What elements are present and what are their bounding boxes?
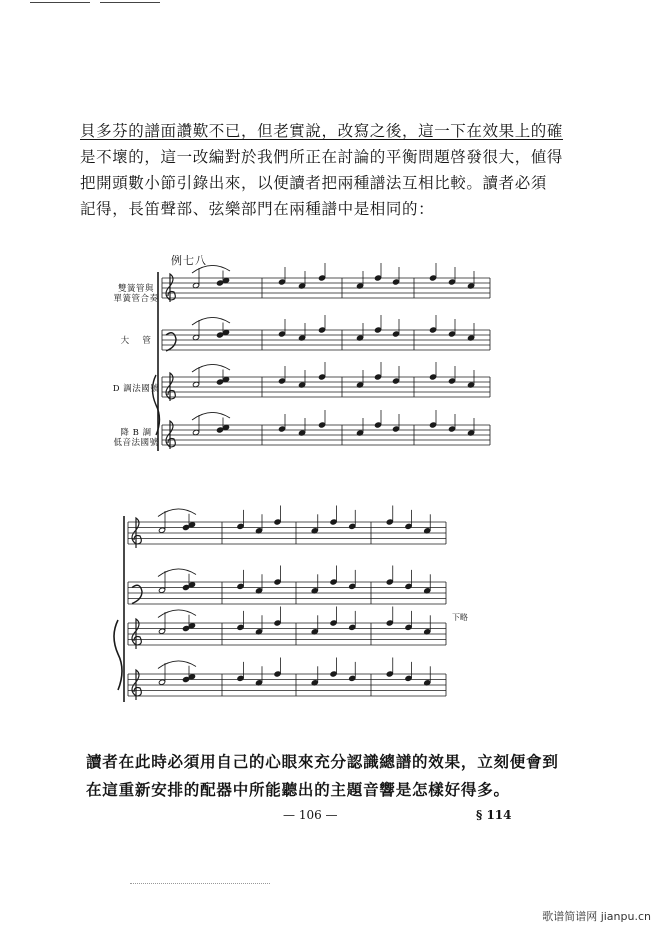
note-head [278, 279, 285, 285]
note-head [274, 620, 281, 626]
bass-clef [166, 333, 176, 351]
note-head [448, 331, 455, 337]
note-head [188, 582, 195, 588]
note-head [188, 623, 195, 629]
example-label: 例七八 [171, 254, 207, 267]
note-head [274, 579, 281, 585]
note-head [374, 275, 381, 281]
note-head [318, 275, 325, 281]
note-head [188, 522, 195, 528]
omitted-note: 下略 [452, 613, 468, 622]
text-line: 貝多芬的譜面讚歎不已，但老實說，改寫之後，這一下在效果上的確 [80, 122, 564, 140]
note-head [278, 331, 285, 337]
instrument-label-oboe-clarinet: 雙簧管與 單簧管合奏 [113, 284, 159, 304]
note-head [405, 583, 412, 589]
note-head [182, 676, 189, 682]
note-head [448, 279, 455, 285]
note-head [392, 279, 399, 285]
note-head [237, 624, 244, 630]
text-line: 是不壞的，這一改編對於我們所正在討論的平衡問題啓發很大，値得 [80, 148, 564, 166]
note-head [392, 378, 399, 384]
note-head [448, 426, 455, 432]
note-head [386, 579, 393, 585]
section-number: § 114 [476, 808, 512, 822]
note-head [237, 675, 244, 681]
text-line: 把開頭數小節引錄出來，以便讀者把兩種譜法互相比較。讀者必須 [80, 174, 547, 192]
note-head [374, 374, 381, 380]
note-head [237, 583, 244, 589]
page-number: — 106 — [283, 808, 338, 822]
note-head [216, 427, 223, 433]
note-head [216, 379, 223, 385]
note-head [318, 374, 325, 380]
note-head [374, 327, 381, 333]
note-head [182, 625, 189, 631]
note-head [386, 671, 393, 677]
scan-artifact [130, 883, 270, 885]
slur [158, 569, 196, 577]
grand-brace [114, 620, 122, 690]
note-head [182, 584, 189, 590]
note-head [278, 378, 285, 384]
note-head [349, 523, 356, 529]
note-head [392, 426, 399, 432]
instrument-label-bassoon: 大 管 [120, 336, 152, 346]
slur [192, 412, 230, 420]
note-head [429, 422, 436, 428]
note-head [405, 624, 412, 630]
note-head [349, 675, 356, 681]
note-head [158, 587, 165, 593]
instrument-label-horn-bflat: 降 B 調 低音法國號 [113, 428, 159, 448]
slur [192, 265, 230, 273]
note-head [330, 671, 337, 677]
note-head [448, 378, 455, 384]
note-head [318, 422, 325, 428]
slur [158, 610, 196, 618]
note-head [429, 327, 436, 333]
slur [158, 661, 196, 669]
note-head [392, 331, 399, 337]
note-head [158, 679, 165, 685]
text-line: 在這重新安排的配器中所能聽出的主題音響是怎樣好得多。 [86, 780, 510, 799]
note-head [386, 519, 393, 525]
note-head [274, 519, 281, 525]
note-head [158, 628, 165, 634]
note-head [182, 524, 189, 530]
note-head [330, 579, 337, 585]
note-head [405, 675, 412, 681]
note-head [237, 523, 244, 529]
note-head [405, 523, 412, 529]
note-head [318, 327, 325, 333]
note-head [349, 624, 356, 630]
slur [192, 317, 230, 325]
note-head [274, 671, 281, 677]
note-head [349, 583, 356, 589]
slur [158, 509, 196, 517]
note-head [216, 332, 223, 338]
text-line: 記得，長笛聲部、弦樂部門在兩種譜中是相同的： [80, 200, 435, 218]
note-head [429, 275, 436, 281]
note-head [374, 422, 381, 428]
note-head [330, 519, 337, 525]
note-head [158, 527, 165, 533]
instrument-label-horn-d: D 調法國號 [112, 384, 160, 394]
bass-clef [132, 585, 142, 603]
note-head [330, 620, 337, 626]
slur [192, 364, 230, 372]
text-line: 讀者在此時必須用自己的心眼來充分認識總譜的效果，立刻便會到 [86, 752, 559, 771]
note-head [188, 674, 195, 680]
note-head [216, 280, 223, 286]
note-head [386, 620, 393, 626]
note-head [278, 426, 285, 432]
watermark: 歌谱简谱网 jianpu.cn [542, 910, 651, 923]
paragraph-conclusion [86, 748, 559, 804]
note-head [429, 374, 436, 380]
